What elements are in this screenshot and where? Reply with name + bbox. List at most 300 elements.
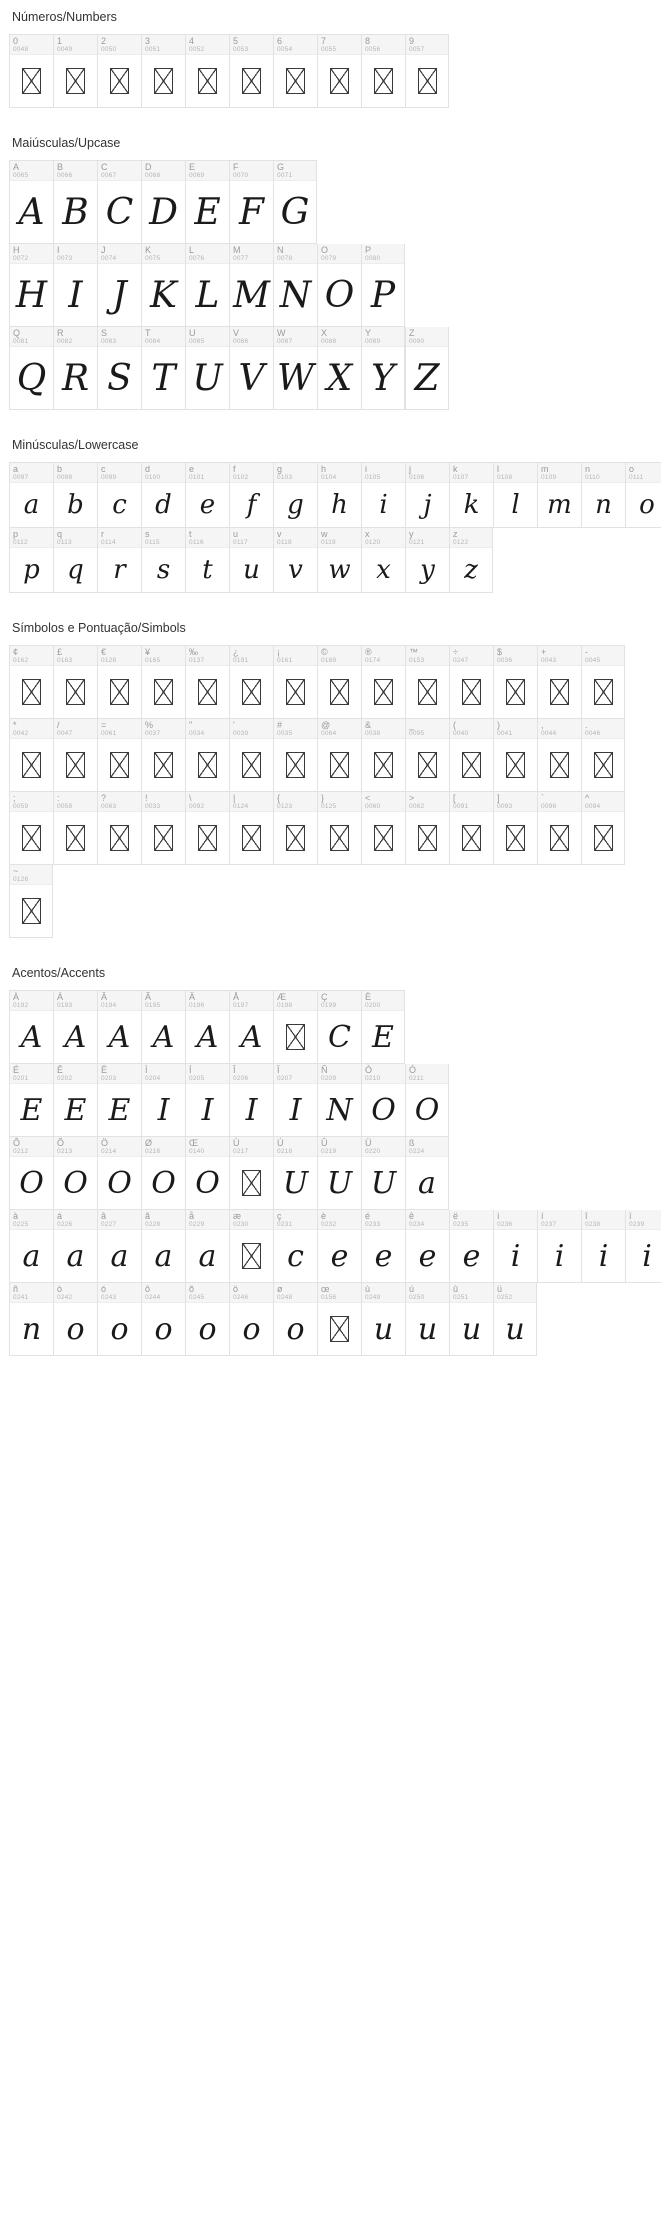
glyph-code-label: 0117 [233, 539, 248, 546]
glyph-cell[interactable] [53, 645, 97, 719]
glyph-cell[interactable] [273, 244, 317, 327]
glyph-cell[interactable] [185, 719, 229, 792]
section-title: Números/Numbers [12, 10, 117, 24]
glyph-code-label: 0232 [321, 1221, 337, 1228]
glyph-cell[interactable] [493, 645, 537, 719]
glyph-char-label: Ç [321, 992, 328, 1002]
glyph-code-label: 0040 [453, 730, 469, 737]
glyph-cell[interactable] [141, 462, 185, 528]
glyph-preview [54, 347, 97, 409]
glyph-cell[interactable] [317, 244, 361, 327]
glyph-char-label: ç [277, 1211, 282, 1221]
glyph-cell[interactable] [141, 792, 185, 865]
glyph-cell[interactable] [449, 528, 493, 593]
missing-glyph-icon [198, 752, 217, 778]
glyph-cell[interactable] [361, 792, 405, 865]
glyph-cell-header [318, 244, 361, 264]
glyph-render: u [243, 555, 260, 585]
glyph-cell[interactable] [405, 645, 449, 719]
glyph-cell[interactable] [493, 1283, 537, 1356]
glyph-render: n [21, 1311, 42, 1347]
glyph-preview [318, 1011, 361, 1063]
glyph-cell[interactable] [581, 645, 625, 719]
glyph-cell[interactable] [141, 160, 185, 244]
glyph-char-label: ¢ [13, 647, 19, 657]
glyph-cell[interactable] [405, 327, 449, 410]
glyph-cell[interactable] [53, 990, 97, 1064]
glyph-cell[interactable] [9, 865, 53, 938]
glyph-preview [230, 181, 273, 243]
glyph-cell[interactable] [537, 719, 581, 792]
glyph-cell-header [98, 244, 141, 264]
glyph-code-label: 0216 [145, 1148, 161, 1155]
glyph-cell[interactable] [53, 1064, 97, 1137]
glyph-char-label: É [13, 1065, 20, 1075]
glyph-render: g [287, 490, 304, 520]
glyph-cell[interactable] [493, 462, 537, 528]
missing-glyph-icon [154, 752, 173, 778]
glyph-cell[interactable] [449, 1210, 493, 1283]
glyph-row [9, 719, 625, 792]
glyph-char-label: Ú [277, 1138, 284, 1148]
glyph-cell[interactable] [273, 462, 317, 528]
glyph-char-label: ô [145, 1284, 151, 1294]
glyph-cell[interactable] [537, 462, 581, 528]
glyph-cell[interactable] [141, 1064, 185, 1137]
glyph-cell[interactable] [185, 1210, 229, 1283]
glyph-cell[interactable] [9, 327, 53, 410]
glyph-cell[interactable] [449, 645, 493, 719]
glyph-code-label: 0073 [57, 255, 73, 262]
glyph-cell[interactable] [97, 990, 141, 1064]
glyph-code-label: 0191 [233, 657, 249, 664]
glyph-preview [186, 548, 229, 592]
glyph-cell[interactable] [317, 645, 361, 719]
glyph-cell[interactable] [97, 792, 141, 865]
glyph-cell[interactable] [53, 1210, 97, 1283]
glyph-cell-header [54, 1283, 97, 1303]
glyph-cell[interactable] [185, 327, 229, 410]
glyph-preview [186, 1157, 229, 1209]
glyph-cell[interactable] [229, 244, 273, 327]
glyph-cell[interactable] [361, 1210, 405, 1283]
missing-glyph-icon [374, 752, 393, 778]
glyph-render: N [279, 274, 312, 316]
glyph-cell[interactable] [229, 327, 273, 410]
glyph-render: t [202, 555, 213, 585]
glyph-code-label: 0111 [629, 474, 644, 481]
glyph-code-label: 0196 [189, 1002, 205, 1009]
glyph-render: a [154, 1238, 173, 1274]
missing-glyph-icon [242, 68, 261, 94]
glyph-cell-header [538, 463, 581, 483]
glyph-cell-header [362, 991, 404, 1011]
missing-glyph-icon [66, 752, 85, 778]
glyph-cell[interactable] [97, 1210, 141, 1283]
glyph-char-label: é [365, 1211, 371, 1221]
missing-glyph-icon [594, 679, 613, 705]
glyph-cell[interactable] [229, 462, 273, 528]
glyph-cell[interactable] [273, 327, 317, 410]
glyph-cell[interactable] [317, 1283, 361, 1356]
glyph-cell[interactable] [229, 528, 273, 593]
glyph-cell[interactable] [317, 1064, 361, 1137]
glyph-char-label: Z [409, 328, 415, 338]
glyph-char-label: ò [57, 1284, 63, 1294]
glyph-cell-header [230, 1137, 273, 1157]
glyph-cell[interactable] [229, 719, 273, 792]
glyph-cell-header [98, 327, 141, 347]
glyph-cell[interactable] [185, 990, 229, 1064]
glyph-cell[interactable] [53, 34, 97, 108]
glyph-cell-header [186, 719, 229, 739]
glyph-cell[interactable] [9, 1137, 53, 1210]
glyph-cell[interactable] [97, 645, 141, 719]
glyph-cell[interactable] [97, 1283, 141, 1356]
glyph-cell-header [98, 1210, 141, 1230]
glyph-cell[interactable] [273, 34, 317, 108]
glyph-cell[interactable] [9, 160, 53, 244]
glyph-cell[interactable] [581, 1210, 625, 1283]
glyph-cell[interactable] [97, 1137, 141, 1210]
glyph-cell[interactable] [185, 792, 229, 865]
glyph-preview [450, 548, 492, 592]
glyph-cell[interactable] [9, 34, 53, 108]
glyph-cell[interactable] [141, 528, 185, 593]
glyph-cell[interactable] [361, 34, 405, 108]
glyph-char-label: ) [497, 720, 500, 730]
glyph-cell[interactable] [229, 645, 273, 719]
glyph-cell[interactable] [273, 792, 317, 865]
glyph-cell[interactable] [317, 1210, 361, 1283]
glyph-preview [274, 55, 317, 107]
glyph-cell[interactable] [141, 719, 185, 792]
glyph-row [9, 1137, 449, 1210]
glyph-cell[interactable] [229, 160, 273, 244]
glyph-code-label: 0227 [101, 1221, 117, 1228]
glyph-cell[interactable] [185, 645, 229, 719]
glyph-cell[interactable] [9, 645, 53, 719]
glyph-cell-header [362, 528, 405, 548]
glyph-cell[interactable] [493, 1210, 537, 1283]
glyph-code-label: 0161 [277, 657, 293, 664]
glyph-cell[interactable] [361, 462, 405, 528]
glyph-cell[interactable] [141, 990, 185, 1064]
glyph-cell[interactable] [53, 528, 97, 593]
glyph-cell[interactable] [361, 528, 405, 593]
glyph-cell[interactable] [185, 1064, 229, 1137]
glyph-preview [98, 55, 141, 107]
glyph-cell[interactable] [9, 990, 53, 1064]
missing-glyph-icon [22, 68, 41, 94]
glyph-cell[interactable] [229, 1137, 273, 1210]
glyph-cell-header [274, 1064, 317, 1084]
glyph-cell[interactable] [449, 462, 493, 528]
glyph-char-label: , [541, 720, 544, 730]
glyph-code-label: 0246 [233, 1294, 249, 1301]
glyph-cell[interactable] [581, 462, 625, 528]
glyph-cell[interactable] [185, 462, 229, 528]
glyph-cell[interactable] [537, 792, 581, 865]
glyph-cell-header [362, 35, 405, 55]
glyph-cell[interactable] [9, 792, 53, 865]
glyph-cell[interactable] [537, 1210, 581, 1283]
glyph-cell[interactable] [185, 244, 229, 327]
glyph-preview [230, 1084, 273, 1136]
glyph-cell-header [10, 865, 52, 885]
glyph-cell-header [142, 463, 185, 483]
glyph-char-label: " [189, 720, 193, 730]
glyph-cell[interactable] [449, 1283, 493, 1356]
glyph-cell[interactable] [493, 792, 537, 865]
glyph-row [9, 1210, 661, 1283]
glyph-cell[interactable] [185, 160, 229, 244]
glyph-cell[interactable] [97, 462, 141, 528]
glyph-cell[interactable] [97, 719, 141, 792]
glyph-cell-header [10, 1210, 53, 1230]
glyph-code-label: 0088 [321, 338, 337, 345]
glyph-cell[interactable] [141, 244, 185, 327]
glyph-code-label: 0248 [277, 1294, 293, 1301]
glyph-render: U [326, 1165, 353, 1201]
glyph-cell[interactable] [317, 990, 361, 1064]
glyph-cell[interactable] [405, 1137, 449, 1210]
glyph-code-label: 0042 [13, 730, 29, 737]
missing-glyph-icon [374, 679, 393, 705]
glyph-code-label: 0036 [497, 657, 513, 664]
glyph-cell-header [274, 528, 317, 548]
missing-glyph-icon [154, 825, 173, 851]
glyph-cell[interactable] [229, 990, 273, 1064]
glyph-cell[interactable] [273, 528, 317, 593]
glyph-cell[interactable] [53, 160, 97, 244]
glyph-cell[interactable] [97, 327, 141, 410]
glyph-cell[interactable] [405, 528, 449, 593]
glyph-cell[interactable] [53, 792, 97, 865]
glyph-cell[interactable] [97, 160, 141, 244]
glyph-preview [626, 1230, 661, 1282]
glyph-render: r [113, 555, 126, 585]
glyph-cell[interactable] [229, 34, 273, 108]
glyph-cell[interactable] [361, 244, 405, 327]
glyph-cell[interactable] [581, 719, 625, 792]
glyph-cell[interactable] [273, 1283, 317, 1356]
glyph-cell[interactable] [9, 1210, 53, 1283]
glyph-cell[interactable] [141, 34, 185, 108]
glyph-cell[interactable] [405, 1283, 449, 1356]
glyph-cell[interactable] [53, 244, 97, 327]
glyph-preview [54, 548, 97, 592]
glyph-cell[interactable] [97, 528, 141, 593]
glyph-code-label: 0041 [497, 730, 513, 737]
glyph-cell[interactable] [405, 719, 449, 792]
glyph-cell-header [362, 1064, 405, 1084]
glyph-char-label: P [365, 245, 372, 255]
glyph-cell[interactable] [273, 719, 317, 792]
glyph-cell[interactable] [141, 1210, 185, 1283]
glyph-cell[interactable] [53, 462, 97, 528]
glyph-cell[interactable] [273, 645, 317, 719]
glyph-cell[interactable] [405, 792, 449, 865]
glyph-cell[interactable] [9, 1283, 53, 1356]
glyph-render: u [505, 1311, 525, 1347]
glyph-cell[interactable] [53, 327, 97, 410]
glyph-cell[interactable] [625, 462, 661, 528]
glyph-cell[interactable] [405, 34, 449, 108]
glyph-char-label: - [585, 647, 588, 657]
glyph-cell[interactable] [9, 244, 53, 327]
glyph-char-label: a [13, 464, 19, 474]
glyph-cell[interactable] [185, 528, 229, 593]
glyph-cell[interactable] [361, 1064, 405, 1137]
glyph-cell-header [406, 327, 448, 347]
glyph-preview [230, 812, 273, 864]
section-numbers [0, 0, 661, 108]
glyph-preview [54, 1011, 97, 1063]
glyph-code-label: 0097 [13, 474, 29, 481]
glyph-cell[interactable] [449, 792, 493, 865]
glyph-char-label: n [585, 464, 591, 474]
glyph-cell[interactable] [53, 1137, 97, 1210]
glyph-cell-header [230, 327, 273, 347]
glyph-cell-header [98, 991, 141, 1011]
glyph-cell-header [54, 528, 97, 548]
glyph-cell[interactable] [273, 1137, 317, 1210]
glyph-cell-header [230, 646, 273, 666]
glyph-cell[interactable] [317, 327, 361, 410]
glyph-cell[interactable] [141, 327, 185, 410]
glyph-cell[interactable] [405, 462, 449, 528]
glyph-preview [362, 347, 404, 409]
glyph-render: O [371, 1092, 396, 1128]
glyph-code-label: 0121 [409, 539, 425, 546]
missing-glyph-icon [66, 825, 85, 851]
glyph-cell-header [274, 35, 317, 55]
glyph-code-label: 0137 [189, 657, 205, 664]
glyph-cell[interactable] [317, 792, 361, 865]
glyph-code-label: 0235 [453, 1221, 469, 1228]
glyph-cell-header [142, 327, 185, 347]
glyph-cell[interactable] [229, 1064, 273, 1137]
glyph-cell[interactable] [317, 528, 361, 593]
section-uppercase [0, 126, 661, 410]
glyph-char-label: . [585, 720, 588, 730]
glyph-cell[interactable] [361, 990, 405, 1064]
glyph-cell-header [274, 161, 316, 181]
glyph-cell[interactable] [185, 1283, 229, 1356]
glyph-render: i [379, 490, 388, 520]
glyph-code-label: 0108 [497, 474, 513, 481]
glyph-cell[interactable] [361, 1283, 405, 1356]
glyph-code-label: 0098 [57, 474, 73, 481]
glyph-cell[interactable] [317, 1137, 361, 1210]
glyph-code-label: 0250 [409, 1294, 425, 1301]
glyph-cell-header [10, 719, 53, 739]
glyph-preview [450, 1303, 493, 1355]
glyph-cell-header [362, 244, 404, 264]
glyph-preview [406, 1084, 448, 1136]
glyph-cell[interactable] [185, 1137, 229, 1210]
glyph-cell[interactable] [537, 645, 581, 719]
glyph-render: i [554, 1238, 565, 1274]
glyph-cell[interactable] [9, 528, 53, 593]
glyph-code-label: 0214 [101, 1148, 117, 1155]
glyph-cell[interactable] [273, 1064, 317, 1137]
glyph-cell[interactable] [273, 160, 317, 244]
glyph-cell[interactable] [53, 1283, 97, 1356]
glyph-cell[interactable] [141, 645, 185, 719]
glyph-char-label: D [145, 162, 152, 172]
glyph-cell[interactable] [229, 1210, 273, 1283]
glyph-preview [98, 181, 141, 243]
glyph-char-label: y [409, 529, 414, 539]
glyph-cell[interactable] [141, 1137, 185, 1210]
glyph-char-label: Á [57, 992, 64, 1002]
glyph-cell[interactable] [361, 645, 405, 719]
glyph-cell[interactable] [405, 1210, 449, 1283]
glyph-cell[interactable] [9, 462, 53, 528]
glyph-render: F [239, 191, 264, 233]
glyph-cell[interactable] [9, 719, 53, 792]
glyph-grid [0, 645, 661, 938]
glyph-cell[interactable] [361, 327, 405, 410]
glyph-code-label: 0107 [453, 474, 469, 481]
glyph-cell[interactable] [97, 244, 141, 327]
glyph-code-label: 0105 [365, 474, 381, 481]
glyph-cell[interactable] [317, 462, 361, 528]
glyph-cell[interactable] [581, 792, 625, 865]
glyph-cell[interactable] [361, 1137, 405, 1210]
glyph-char-label: Ø [145, 1138, 153, 1148]
glyph-render: o [286, 1311, 305, 1347]
glyph-code-label: 0062 [409, 803, 425, 810]
glyph-preview [186, 1230, 229, 1282]
glyph-preview [494, 1230, 537, 1282]
glyph-code-label: 0094 [585, 803, 601, 810]
glyph-cell-header [98, 463, 141, 483]
glyph-cell[interactable] [97, 34, 141, 108]
glyph-preview [538, 739, 581, 791]
missing-glyph-icon [22, 898, 41, 924]
glyph-cell[interactable] [9, 1064, 53, 1137]
glyph-cell[interactable] [317, 34, 361, 108]
glyph-cell[interactable] [97, 1064, 141, 1137]
glyph-cell[interactable] [141, 1283, 185, 1356]
glyph-cell[interactable] [361, 719, 405, 792]
glyph-preview [54, 483, 97, 527]
glyph-cell[interactable] [273, 1210, 317, 1283]
glyph-cell[interactable] [317, 719, 361, 792]
glyph-preview [274, 1303, 317, 1355]
glyph-preview [230, 1157, 273, 1209]
glyph-preview [362, 739, 405, 791]
glyph-preview [186, 264, 229, 326]
glyph-cell[interactable] [229, 1283, 273, 1356]
glyph-cell[interactable] [53, 719, 97, 792]
glyph-cell[interactable] [273, 990, 317, 1064]
glyph-cell[interactable] [405, 1064, 449, 1137]
glyph-code-label: 0113 [57, 539, 72, 546]
glyph-cell[interactable] [625, 1210, 661, 1283]
glyph-code-label: 0084 [145, 338, 161, 345]
glyph-cell[interactable] [185, 34, 229, 108]
glyph-render: E [194, 191, 221, 233]
glyph-cell[interactable] [449, 719, 493, 792]
glyph-cell[interactable] [229, 792, 273, 865]
glyph-code-label: 0192 [13, 1002, 29, 1009]
glyph-cell[interactable] [493, 719, 537, 792]
glyph-code-label: 0200 [365, 1002, 381, 1009]
